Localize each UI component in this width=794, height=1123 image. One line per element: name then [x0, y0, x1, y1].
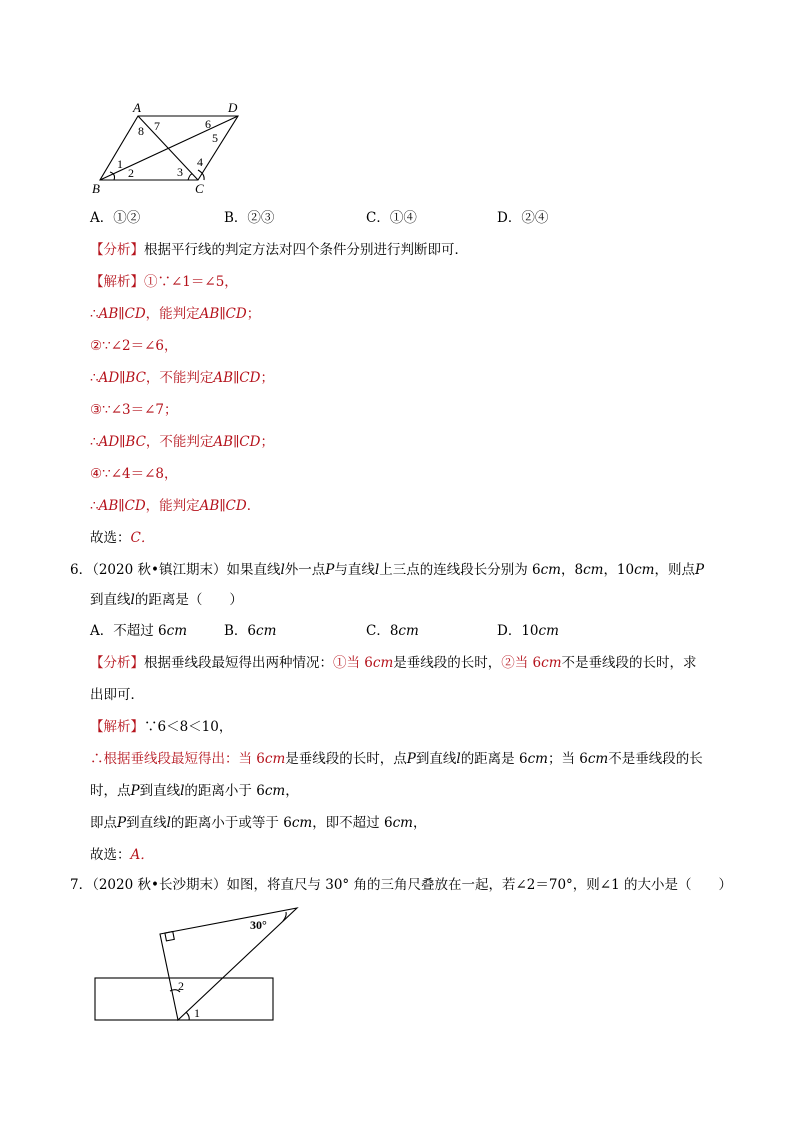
label-angle-2: 2	[128, 166, 134, 180]
label-angle-2: 2	[178, 979, 184, 993]
q6-analysis-line-2: 出即可．	[90, 687, 144, 703]
text: ，不能判定	[145, 370, 214, 386]
punct: ；	[260, 370, 274, 386]
label-d: D	[228, 100, 238, 115]
ruler-triangle-figure	[90, 902, 304, 1026]
q5-option-a: A．①②	[90, 210, 141, 226]
math: AB∥CD	[213, 370, 261, 386]
math: AB∥CD	[98, 306, 146, 322]
q5-analysis	[90, 241, 468, 259]
q5-solution-line-5: ③∵∠3＝∠7；	[90, 402, 178, 418]
q5-solution-line-4	[90, 369, 274, 387]
q5-solution-line-8	[90, 497, 260, 515]
q5-solution-line-3: ②∵∠2＝∠6，	[90, 338, 178, 354]
label-angle-4: 4	[197, 155, 203, 169]
q6-stem-line-2: 到直线l的距离是（ ）	[90, 592, 243, 608]
math: AB∥CD	[199, 306, 247, 322]
q6-solution-line-4: 即点P到直线l的距离小于或等于 6cm，即不超过 6cm，	[90, 815, 427, 831]
right-angle-mark	[165, 932, 174, 941]
solution-tag: 【解析】	[90, 274, 144, 290]
q6-option-b: B．6cm	[224, 623, 277, 639]
math: AD∥BC	[98, 434, 146, 450]
q6-choose: 故选：A．	[90, 847, 154, 863]
punct: ；	[260, 434, 274, 450]
analysis-tag: 【分析】	[90, 242, 144, 258]
q5-option-d: D．②④	[497, 210, 549, 226]
parallelogram-figure	[88, 98, 258, 198]
solution-step: ①∵∠1＝∠5，	[144, 274, 238, 290]
q5-solution-line-7: ④∵∠4＝∠8，	[90, 466, 178, 482]
therefore: ∴	[90, 498, 99, 514]
q6-solution-line-2: ∴根据垂线段最短得出：当 6cm是垂线段的长时，点P到直线l的距离是 6cm；当 6cm不是垂线段的长	[90, 751, 703, 767]
therefore: ∴	[90, 370, 99, 386]
label-30-degree: 30°	[250, 918, 267, 932]
q6-solution-line-1: 【解析】∵6＜8＜10，	[90, 719, 233, 735]
math: AD∥BC	[98, 370, 146, 386]
math: AB∥CD	[98, 498, 146, 514]
math: AB∥CD	[199, 498, 247, 514]
punct: ；	[246, 306, 261, 322]
label-angle-3: 3	[177, 165, 183, 179]
arc-angle-30	[283, 912, 286, 921]
q5-solution-line-1	[90, 273, 238, 291]
text: ，能判定	[145, 498, 200, 514]
label-angle-8: 8	[138, 124, 144, 138]
q6-solution-line-3: 时，点P到直线l的距离小于 6cm，	[90, 783, 299, 799]
label-angle-1: 1	[117, 157, 123, 171]
text: ，不能判定	[145, 434, 214, 450]
label-angle-5: 5	[212, 131, 218, 145]
label-b: B	[92, 181, 100, 196]
q7-stem: 7．（2020 秋•长沙期末）如图，将直尺与 30° 角的三角尺叠放在一起，若∠2＝70°，则∠1 的大小是（ ）	[70, 877, 732, 893]
choose-label: 故选：	[90, 530, 131, 546]
text: ，能判定	[145, 306, 200, 322]
q5-choose	[90, 529, 154, 547]
punct: ．	[246, 498, 261, 514]
q6-option-d: D．10cm	[497, 623, 559, 639]
choose-value: C．	[130, 530, 155, 546]
analysis-text: 根据平行线的判定方法对四个条件分别进行判断即可．	[144, 242, 468, 258]
math: AB∥CD	[213, 434, 261, 450]
q6-option-c: C．8cm	[366, 623, 419, 639]
arc-angle-1	[186, 1012, 189, 1020]
therefore: ∴	[90, 306, 99, 322]
label-a: A	[133, 100, 141, 115]
triangle-outer	[160, 908, 297, 1020]
q6-analysis-line-1: 【分析】根据垂线段最短得出两种情况：①当 6cm是垂线段的长时，②当 6cm不是垂线段的长时，求	[90, 655, 697, 671]
label-angle-6: 6	[205, 117, 211, 131]
q5-option-c: C．①④	[366, 210, 417, 226]
q5-option-b: B．②③	[224, 210, 275, 226]
label-c: C	[195, 181, 204, 196]
q5-solution-line-6	[90, 433, 274, 451]
q5-solution-line-2	[90, 305, 260, 323]
q6-stem-line-1: 6．（2020 秋•镇江期末）如果直线l外一点P与直线l上三点的连线段长分别为 6cm，8cm，10cm，则点P	[70, 562, 705, 578]
label-angle-7: 7	[154, 119, 160, 133]
arc-angle-3	[188, 174, 192, 180]
therefore: ∴	[90, 434, 99, 450]
label-angle-1: 1	[194, 1006, 200, 1020]
q6-option-a: A．不超过 6cm	[90, 623, 188, 639]
